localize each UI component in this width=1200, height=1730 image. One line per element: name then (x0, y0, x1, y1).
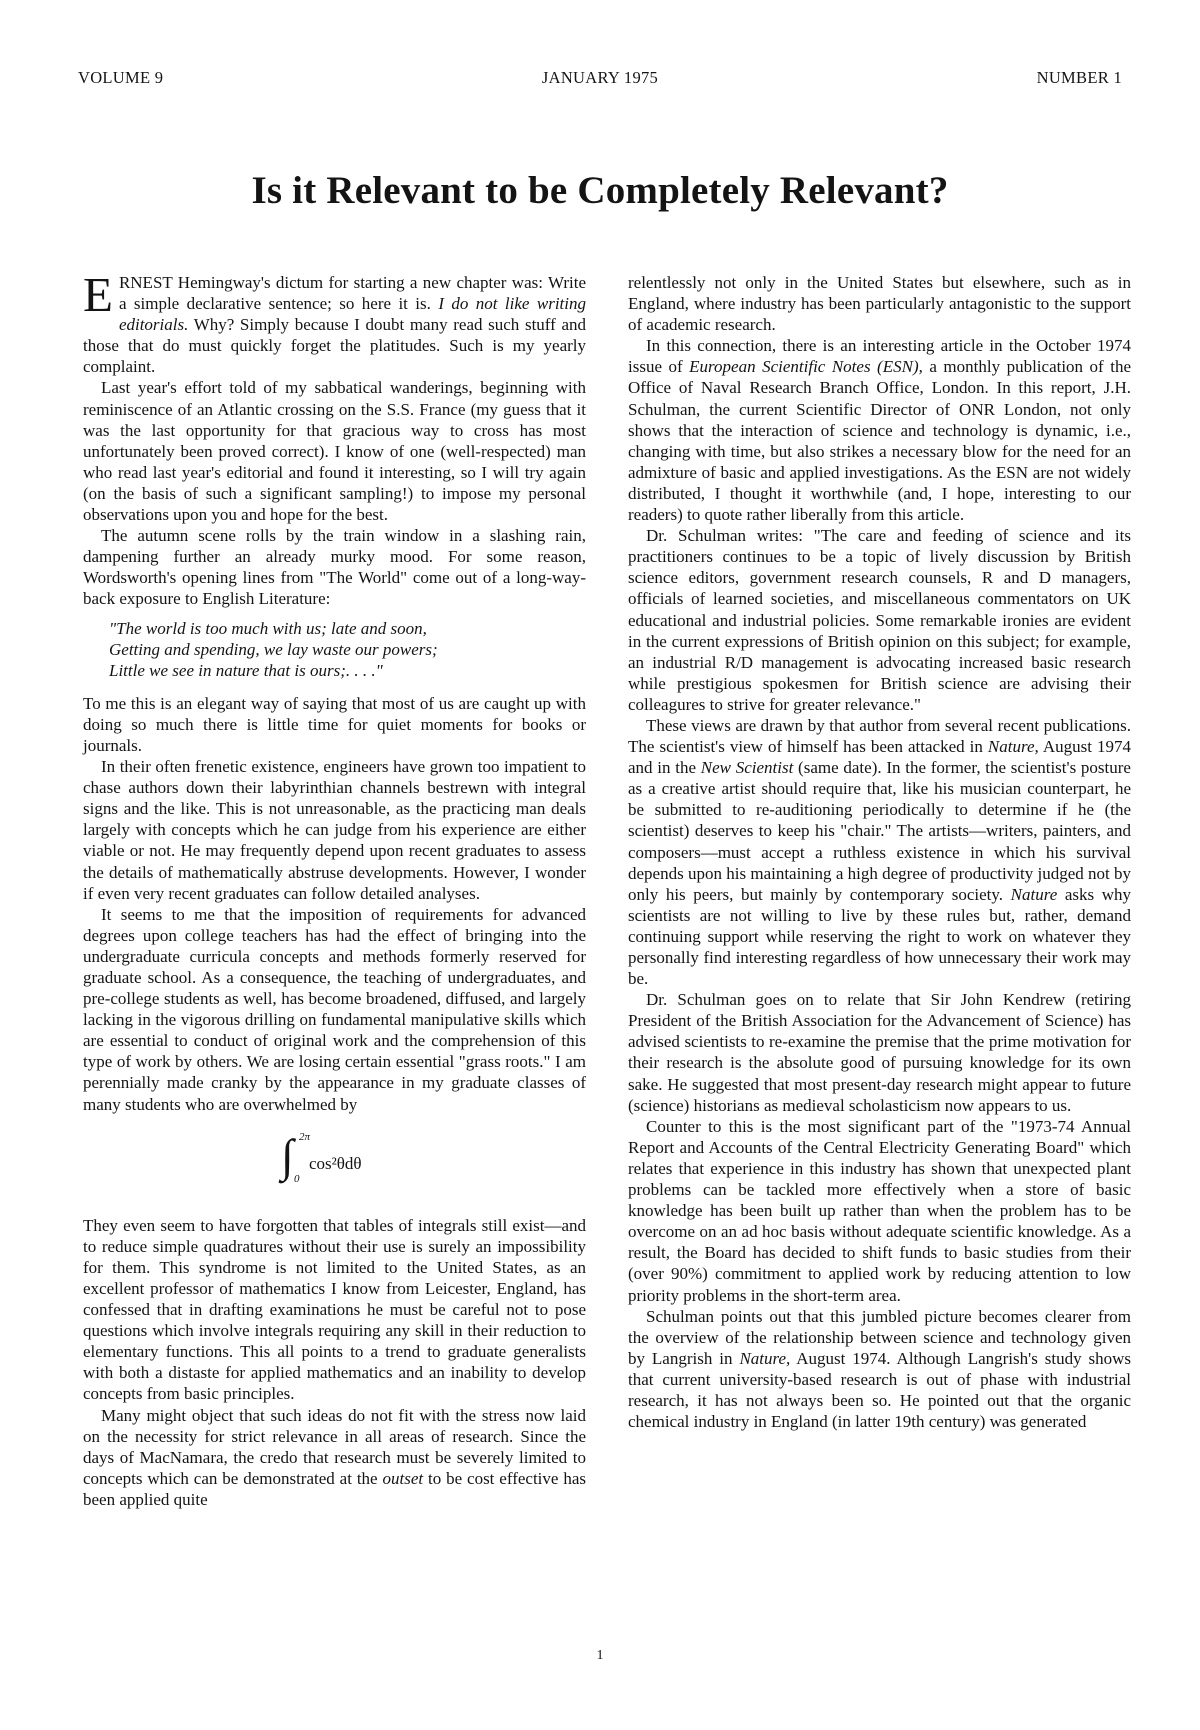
integral-upper-limit: 2π (299, 1130, 311, 1143)
emphasis: Nature, (739, 1348, 791, 1368)
paragraph (628, 1306, 1131, 1433)
paragraph: Last year's effort told of my sabbatical wanderings, beginning with reminiscence of an Atlantic crossing on the S.S. France (my guess that it was the last opportunity for that gracious way to cross has most unfortunately been proved correct). I know of one (well-respected) man who read last year's editorial and found it interesting, so I will try again (on the basis of such a significant sampling!) to impose my personal observations upon you and hope for the best. (83, 378, 586, 525)
quote-line: "The world is too much with us; late and soon, (109, 618, 427, 638)
paragraph: It seems to me that the imposition of requirements for advanced degrees upon college teachers has had the effect of bringing into the undergraduate curricula concepts and methods formerly reserved for graduate school. As a consequence, the teaching of undergraduates, and pre-college students as well, has become broadened, diffused, and largely lacking in the vigorous drilling on fundamental manipulative skills which are essential to conduct of original work and the comprehension of this type of work by others. We are losing certain essential "grass roots." I am perennially made cranky by the appearance in my graduate classes of many students who are overwhelmed by (83, 904, 586, 1114)
right-column (628, 272, 1131, 1432)
paragraph: Dr. Schulman writes: "The care and feeding of science and its practitioners continues to be a topic of lively discussion by British science editors, government research counsels, R and D managers, officials of learned societies, and miscellaneous commentators on UK educational and industrial policies. Some remarkable ironies are evident in the current expressions of British opinion on this subject; for example, an industrial R/D management is advocating increased basic research while prestigious spokesmen for British science are advising their colleagures to strive for greater relevance." (628, 526, 1131, 714)
integral-sign: ∫ (281, 1129, 294, 1181)
emphasis: outset (382, 1468, 424, 1488)
paragraph (83, 1405, 586, 1510)
paragraph (628, 715, 1131, 989)
running-header (78, 68, 1122, 92)
text-run: (same date). In the former, the scientist's posture as a creative artist should require that, like his musician counterpart, he be submitted to re-auditioning periodically to determine if he (the scientist) deserves to keep his "chair." The artists—writers, painters, and composers—must accept a ruthless existence in which his survival depends upon his maintaining a high degree of productivity judged not by only his peers, but mainly by contemporary society. (628, 758, 1131, 904)
text-run: Schulman points out that this jumbled picture becomes clearer from the overview of the relationship between science and technology given by Langrish in (628, 1306, 1131, 1368)
text-run: to be cost effective has been applied quite (83, 1468, 586, 1509)
integrand: cos²θdθ (309, 1153, 362, 1173)
volume-label: VOLUME 9 (78, 68, 164, 87)
poem-quote (83, 618, 586, 681)
text-run: August 1974. Although Langrish's study shows that current university-based research is out of phase with industrial research, it has not always been so. He pointed out that the organic chemical industry in England (in latter 19th century) was generated (628, 1348, 1132, 1432)
text-run: asks why scientists are not willing to live by these rules but, rather, demand continuing support while reserving the right to work on whatever they personally find interesting regardless of how unnecessary their work may be. (628, 884, 1131, 989)
text-run: Many might object that such ideas do not fit with the stress now laid on the necessity for strict relevance in all areas of research. Since the days of MacNamara, the credo that research must be severely limited to concepts which can be demonstrated at the (83, 1405, 586, 1488)
paragraph: They even seem to have forgotten that tables of integrals still exist—and to reduce simple quadratures without their use is surely an impossibility for them. This syndrome is not limited to the United States, as an excellent professor of mathematics I know from Leicester, England, has confessed that in drafting examinations he must be careful not to pose questions which involve integrals requiring any skill in their reduction to elementary functions. This all points to a trend to graduate generalists with both a distaste for applied mathematics and an inability to develop concepts from basic principles. (83, 1215, 586, 1404)
paragraph: Dr. Schulman goes on to relate that Sir John Kendrew (retiring President of the British Association for the Advancement of Science) has advised scientists to re-examine the premise that the prime motivation for their research is the absolute good of pursuing knowledge for its own sake. He suggested that most present-day research might appear to future (science) historians as medieval scholasticism now appears to us. (628, 990, 1131, 1115)
paragraph: The autumn scene rolls by the train window in a slashing rain, dampening further an already murky mood. For some reason, Wordsworth's opening lines from "The World" come out of a long-way-back exposure to English Literature: (83, 526, 586, 609)
issue-number: NUMBER 1 (1036, 68, 1122, 87)
text-run: In this connection, there is an interesting article in the October 1974 issue of (628, 336, 1131, 377)
emphasis: Nature (1010, 884, 1058, 904)
text-run: a monthly publication of the Office of Naval Research Branch Office, London. In this report, J.H. Schulman, the current Scientific Director of ONR London, not only shows that the interaction of science and technology is dynamic, i.e., changing with time, but also strikes a necessary blow for the need for an admixture of basic and applied investigations. As the ESN are not widely distributed, I thought it worthwhile (and, I hope, interesting to our readers) to quote rather liberally from this article. (628, 357, 1131, 525)
paragraph: In their often frenetic existence, engineers have grown too impatient to chase authors down their labyrinthian channels bestrewn with integral signs and the like. This is not unreasonable, as the practicing man deals largely with concepts which he can judge from his experience are either viable or not. He may frequently depend upon recent graduates to assess the details of mathematically abstruse developments. However, I wonder if even very recent graduates can follow detailed analyses. (83, 757, 586, 903)
page-number: 1 (596, 1648, 604, 1663)
issue-date: JANUARY 1975 (541, 68, 659, 87)
text-run: RNEST Hemingway's dictum for starting a new chapter was: Write a simple declarative sentence; so here it is. (118, 273, 586, 314)
paragraph: relentlessly not only in the United States but elsewhere, such as in England, where industry has been particularly antagonistic to the support of academic research. (628, 273, 1131, 335)
emphasis: European Scientific Notes (ESN), (689, 357, 923, 377)
left-column (83, 267, 586, 1510)
article-title: Is it Relevant to be Completely Relevant? (251, 169, 949, 212)
integral-equation (83, 1119, 586, 1211)
integral-lower-limit: 0 (294, 1172, 300, 1185)
drop-cap: E (83, 267, 113, 322)
emphasis: I do not like writing editorials. (118, 294, 586, 335)
text-run: August 1974 and in the (628, 737, 1131, 778)
text-run: Why? Simply because I doubt many read such stuff and those that do must quickly forget the platitudes. Such is my yearly complaint. (83, 315, 586, 377)
paragraph: To me this is an elegant way of saying that most of us are caught up with doing so much there is little time for quiet moments for books or journals. (83, 693, 586, 755)
emphasis: New Scientist (700, 758, 794, 778)
emphasis: Nature, (987, 737, 1039, 757)
paragraph: Counter to this is the most significant part of the "1973-74 Annual Report and Accounts of the Central Electricity Generating Board" which relates that experience in this industry has shown that unexpected plant problems can be tackled more effectively when a store of basic knowledge has been built up rather than when the problem has to be overcome on an ad hoc basis without adequate scientific knowledge. As a result, the Board has decided to shift funds to basic studies from their (over 90%) commitment to applied work by reducing attention to low priority problems in the short-term area. (628, 1116, 1131, 1305)
paragraph (83, 267, 586, 377)
text-run: These views are drawn by that author from several recent publications. The scientist's view of himself has been attacked in (628, 715, 1131, 757)
quote-line: Getting and spending, we lay waste our powers; (109, 639, 438, 659)
quote-line: Little we see in nature that is ours;. . . ." (109, 660, 383, 680)
paragraph (628, 335, 1131, 525)
